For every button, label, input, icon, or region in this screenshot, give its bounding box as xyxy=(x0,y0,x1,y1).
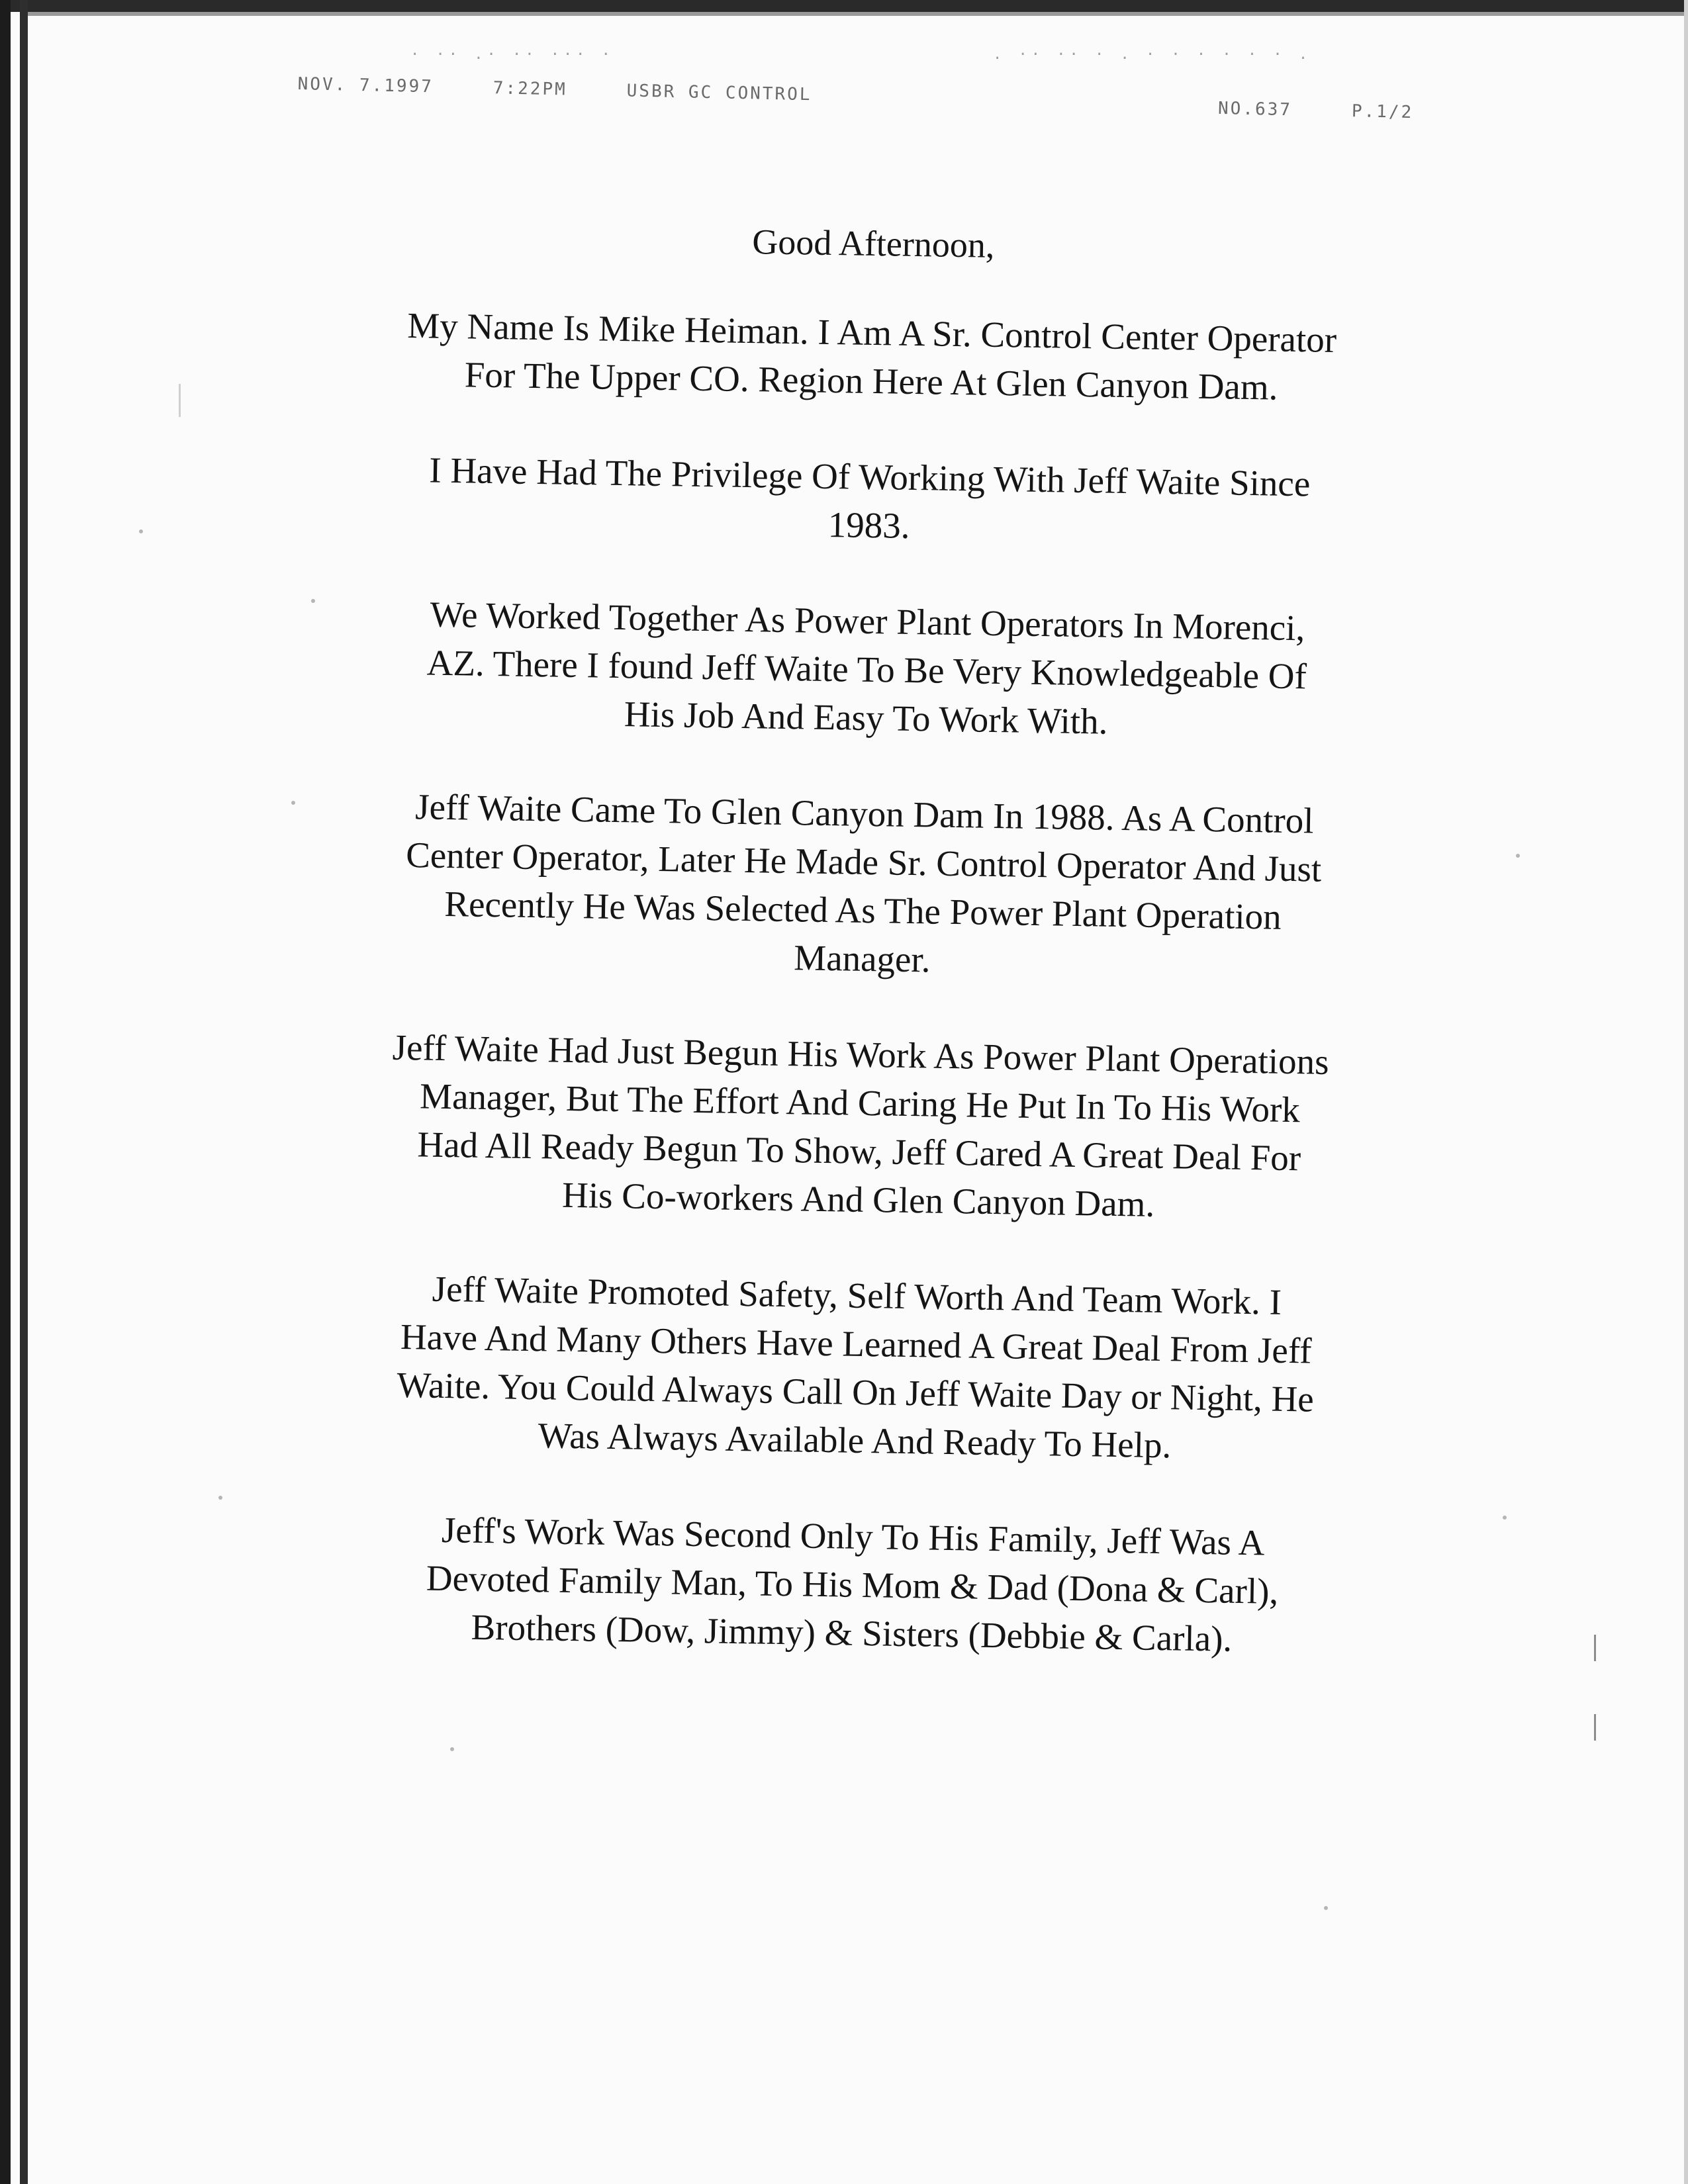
paragraph-privilege xyxy=(273,443,1466,559)
scan-speck xyxy=(450,1747,454,1751)
paragraph-line: I Have Had The Privilege Of Working With Jeff Waite Since xyxy=(428,449,1311,504)
paragraph-manager xyxy=(262,1021,1456,1233)
paragraph-family xyxy=(256,1503,1449,1666)
paragraph-line: We Worked Together As Power Plant Operators In Morenci, xyxy=(430,594,1305,649)
header-noise: · ·· .· ·· ··· · xyxy=(410,46,614,63)
paragraph-line: Jeff's Work Was Second Only To His Family, Jeff Was A xyxy=(441,1509,1265,1563)
paragraph-line: Jeff Waite Promoted Safety, Self Worth And Team Work. I xyxy=(432,1268,1282,1322)
fax-page: P.1/2 xyxy=(1351,101,1414,123)
scan-speck xyxy=(1516,854,1520,858)
paragraph-line: His Co-workers And Glen Canyon Dam. xyxy=(561,1174,1155,1224)
scan-mark xyxy=(1594,1635,1596,1661)
scan-speck xyxy=(1324,1906,1328,1910)
fax-header-left xyxy=(297,74,812,105)
paragraph-line: Jeff Waite Came To Glen Canyon Dam In 1988. As A Control xyxy=(414,786,1314,841)
fax-sender: USBR GC CONTROL xyxy=(626,81,812,105)
fax-date: NOV. 7.1997 xyxy=(297,74,434,97)
fax-number: NO.637 xyxy=(1217,98,1293,120)
paragraph-line: Center Operator, Later He Made Sr. Control Operator And Just xyxy=(405,835,1322,889)
fax-header-right xyxy=(1218,99,1414,122)
paragraph-line: Recently He Was Selected As The Power Plant Operation xyxy=(444,883,1282,937)
scan-speck xyxy=(1503,1516,1507,1520)
scan-border-left-inner xyxy=(20,0,28,2184)
header-noise: . ·· ·· · . · · · · · · . xyxy=(993,46,1312,63)
letter-greeting: Good Afternoon, xyxy=(751,222,995,265)
paragraph-line: His Job And Easy To Work With. xyxy=(624,694,1108,742)
fax-header xyxy=(0,0,1688,132)
scan-mark xyxy=(179,384,181,417)
paragraph-safety xyxy=(259,1262,1453,1474)
scan-border-left xyxy=(0,0,11,2184)
paragraph-line: 1983. xyxy=(827,504,911,546)
scan-speck xyxy=(311,599,315,603)
paragraph-line: AZ. There I found Jeff Waite To Be Very Knowledgeable Of xyxy=(426,642,1307,697)
scan-speck xyxy=(139,529,143,533)
paragraph-line: Waite. You Could Always Call On Jeff Waite Day or Night, He xyxy=(397,1364,1315,1420)
scan-mark xyxy=(1594,1714,1596,1741)
paragraph-line: Brothers (Dow, Jimmy) & Sisters (Debbie & Carla). xyxy=(471,1606,1233,1659)
paragraph-line: Was Always Available And Ready To Help. xyxy=(538,1415,1172,1466)
paragraph-career xyxy=(266,780,1460,992)
paragraph-line: For The Upper CO. Region Here At Glen Canyon Dam. xyxy=(464,354,1278,408)
paragraph-line: Manager. xyxy=(793,937,931,980)
paragraph-line: Jeff Waite Had Just Begun His Work As Power Plant Operations xyxy=(392,1026,1329,1082)
paragraph-line: My Name Is Mike Heiman. I Am A Sr. Control Center Operator xyxy=(406,304,1337,360)
paragraph-line: Manager, But The Effort And Caring He Put In To His Work xyxy=(419,1075,1301,1130)
letter-body xyxy=(255,209,1470,1714)
scan-speck xyxy=(291,801,295,805)
paragraph-line: Devoted Family Man, To His Mom & Dad (Dona & Carl), xyxy=(426,1557,1279,1612)
fax-time: 7:22PM xyxy=(492,78,568,100)
paragraph-introduction xyxy=(275,299,1468,414)
paragraph-line: Had All Ready Begun To Show, Jeff Cared A Great Deal For xyxy=(417,1124,1301,1179)
scan-speck xyxy=(218,1496,222,1500)
paragraph-line: Have And Many Others Have Learned A Great Deal From Jeff xyxy=(400,1316,1312,1371)
scan-border-right xyxy=(1684,0,1688,2184)
paragraph-morenci xyxy=(270,588,1464,751)
